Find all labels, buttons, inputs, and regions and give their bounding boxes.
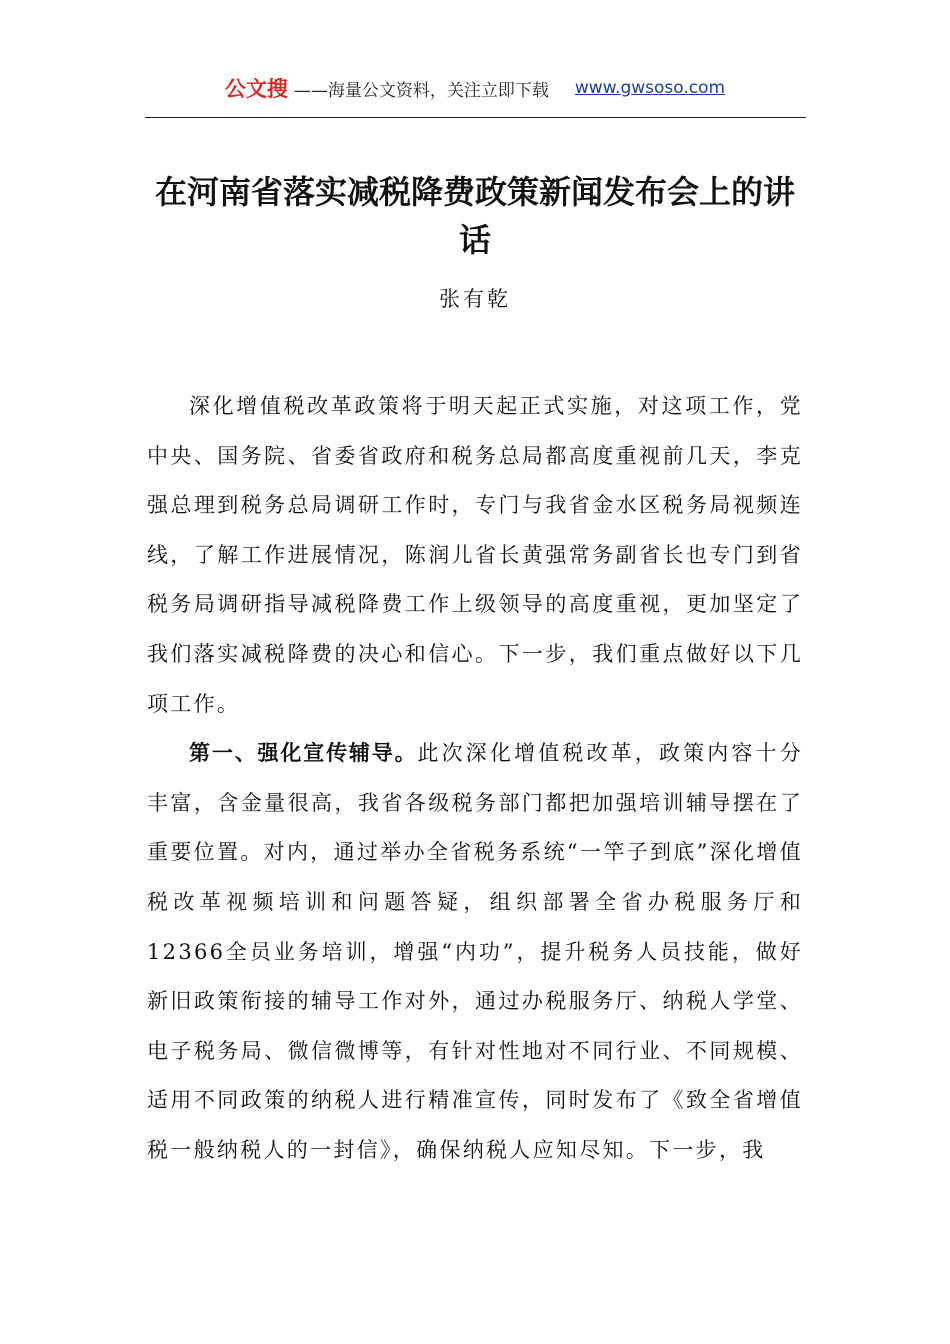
paragraph-intro [147, 382, 803, 729]
header-slogan: ——海量公文资料，关注立即下载 [293, 80, 549, 101]
paragraph-first-point [147, 729, 803, 1175]
site-header [145, 70, 805, 106]
site-url-link[interactable]: www.gwsoso.com [574, 78, 726, 98]
document-author: 张有乾 [439, 287, 511, 311]
document-title: 在河南省落实减税降费政策新闻发布会上的讲话 [154, 173, 795, 259]
header-divider [145, 117, 806, 118]
paragraph-text: 深化增值税改革政策将于明天起正式实施，对这项工作，党中央、国务院、省委省政府和税务总局都高度重视前几天，李克强总理到税务总局调研工作时，专门与我省金水区税务局视频连线，了解工作进展情况，陈润儿省长黄强常务副省长也专门到省税务局调研指导减税降费工作上级领导的高度重视，更加坚定了我们落实减税降费的决心和信心。下一步，我们重点做好以下几项工作。 [147, 394, 803, 716]
paragraph-lead-heading: 第一、强化宣传辅导。 [189, 741, 418, 766]
document-body [147, 382, 803, 1176]
paragraph-text: 此次深化增值税改革，政策内容十分丰富，含金量很高，我省各级税务部门都把加强培训辅导摆在了重要位置。对内，通过举办全省税务系统“一竿子到底”深化增值税改革视频培训和问题答疑，组织部署全省办税服务厅和12366全员业务培训，增强“内功”，提升税务人员技能，做好新旧政策衔接的辅导工作对外，通过办税服务厅、纳税人学堂、电子税务局、微信微博等，有针对性地对不同行业、不同规模、适用不同政策的纳税人进行精准宣传，同时发布了《致全省增值税一般纳税人的一封信》，确保纳税人应知尽知。下一步，我 [147, 741, 803, 1162]
brand-logo-text[interactable]: 公文搜 [224, 77, 288, 101]
